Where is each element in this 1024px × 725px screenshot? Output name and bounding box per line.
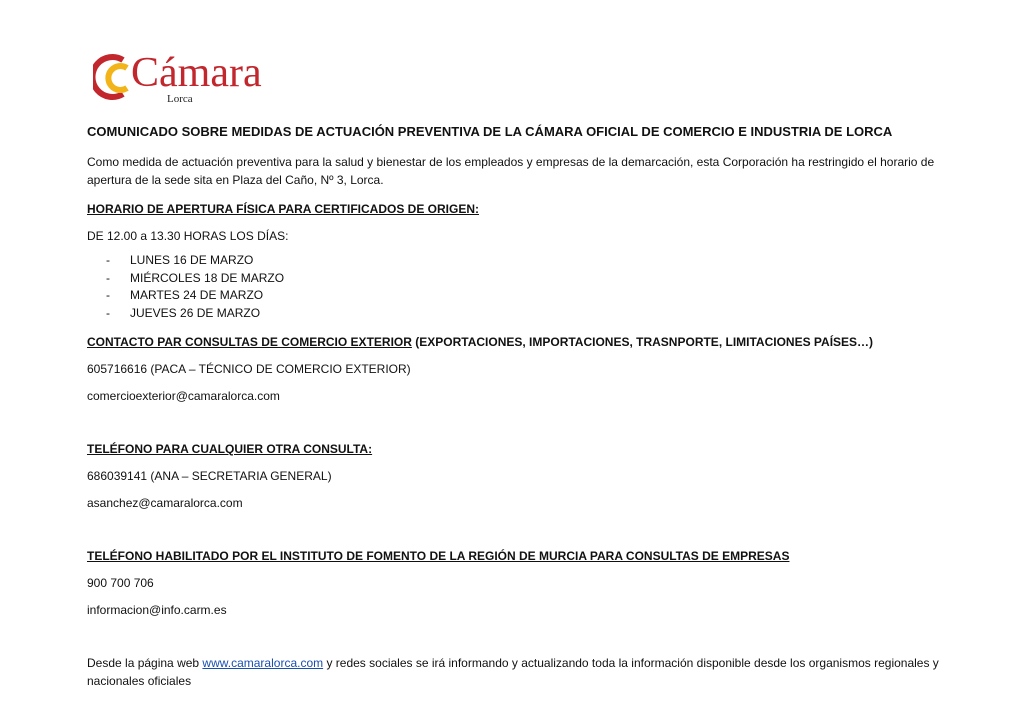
intro-paragraph: Como medida de actuación preventiva para la salud y bienestar de los empleados y empresas de la demarcación, esta Corporación ha restringido el horario de apertura de la sede sita en Plaza del Caño, Nº 3, Lorca. <box>87 155 935 187</box>
logo-inner-c-icon <box>108 66 127 90</box>
foreign-trade-phone: 605716616 (PACA – TÉCNICO DE COMERCIO EXTERIOR) <box>87 362 411 376</box>
list-item: - JUEVES 26 DE MARZO <box>106 305 284 323</box>
logo-subtitle: Lorca <box>167 93 193 105</box>
logo-wordmark: Cámara <box>131 50 262 96</box>
schedule-days-list <box>106 252 284 323</box>
list-item: - MARTES 24 DE MARZO <box>106 287 284 305</box>
schedule-heading: HORARIO DE APERTURA FÍSICA PARA CERTIFICADOS DE ORIGEN: <box>87 202 480 216</box>
institute-email[interactable]: informacion@info.carm.es <box>87 603 227 617</box>
foreign-trade-heading-line <box>87 333 873 351</box>
website-link[interactable]: www.camaralorca.com <box>202 656 324 670</box>
camara-lorca-logo <box>93 46 303 108</box>
foreign-trade-heading-suffix: (EXPORTACIONES, IMPORTACIONES, TRASNPORTE, LIMITACIONES PAÍSES…) <box>411 335 874 349</box>
institute-phone: 900 700 706 <box>87 576 154 590</box>
footer-text-after: y redes sociales se irá informando y actualizando toda la información disponible desde los organismos regionales y nacionales oficiales <box>87 656 939 688</box>
foreign-trade-email[interactable]: comercioexterior@camaralorca.com <box>87 389 280 403</box>
document-title: COMUNICADO SOBRE MEDIDAS DE ACTUACIÓN PREVENTIVA DE LA CÁMARA OFICIAL DE COMERCIO E INDUSTRIA DE LORCA <box>87 124 893 139</box>
general-phone: 686039141 (ANA – SECRETARIA GENERAL) <box>87 469 332 483</box>
list-item: - LUNES 16 DE MARZO <box>106 252 284 270</box>
foreign-trade-heading: CONTACTO PAR CONSULTAS DE COMERCIO EXTERIOR <box>87 335 412 349</box>
footer-text-before: Desde la página web <box>87 656 203 670</box>
list-item: - MIÉRCOLES 18 DE MARZO <box>106 270 284 288</box>
schedule-hours: DE 12.00 a 13.30 HORAS LOS DÍAS: <box>87 229 289 243</box>
general-heading: TELÉFONO PARA CUALQUIER OTRA CONSULTA: <box>87 442 373 456</box>
general-email[interactable]: asanchez@camaralorca.com <box>87 496 243 510</box>
footer-paragraph <box>87 654 947 690</box>
institute-heading: TELÉFONO HABILITADO POR EL INSTITUTO DE FOMENTO DE LA REGIÓN DE MURCIA PARA CONSULTAS DE EMPRESAS <box>87 549 790 563</box>
logo-graphic <box>93 46 303 108</box>
